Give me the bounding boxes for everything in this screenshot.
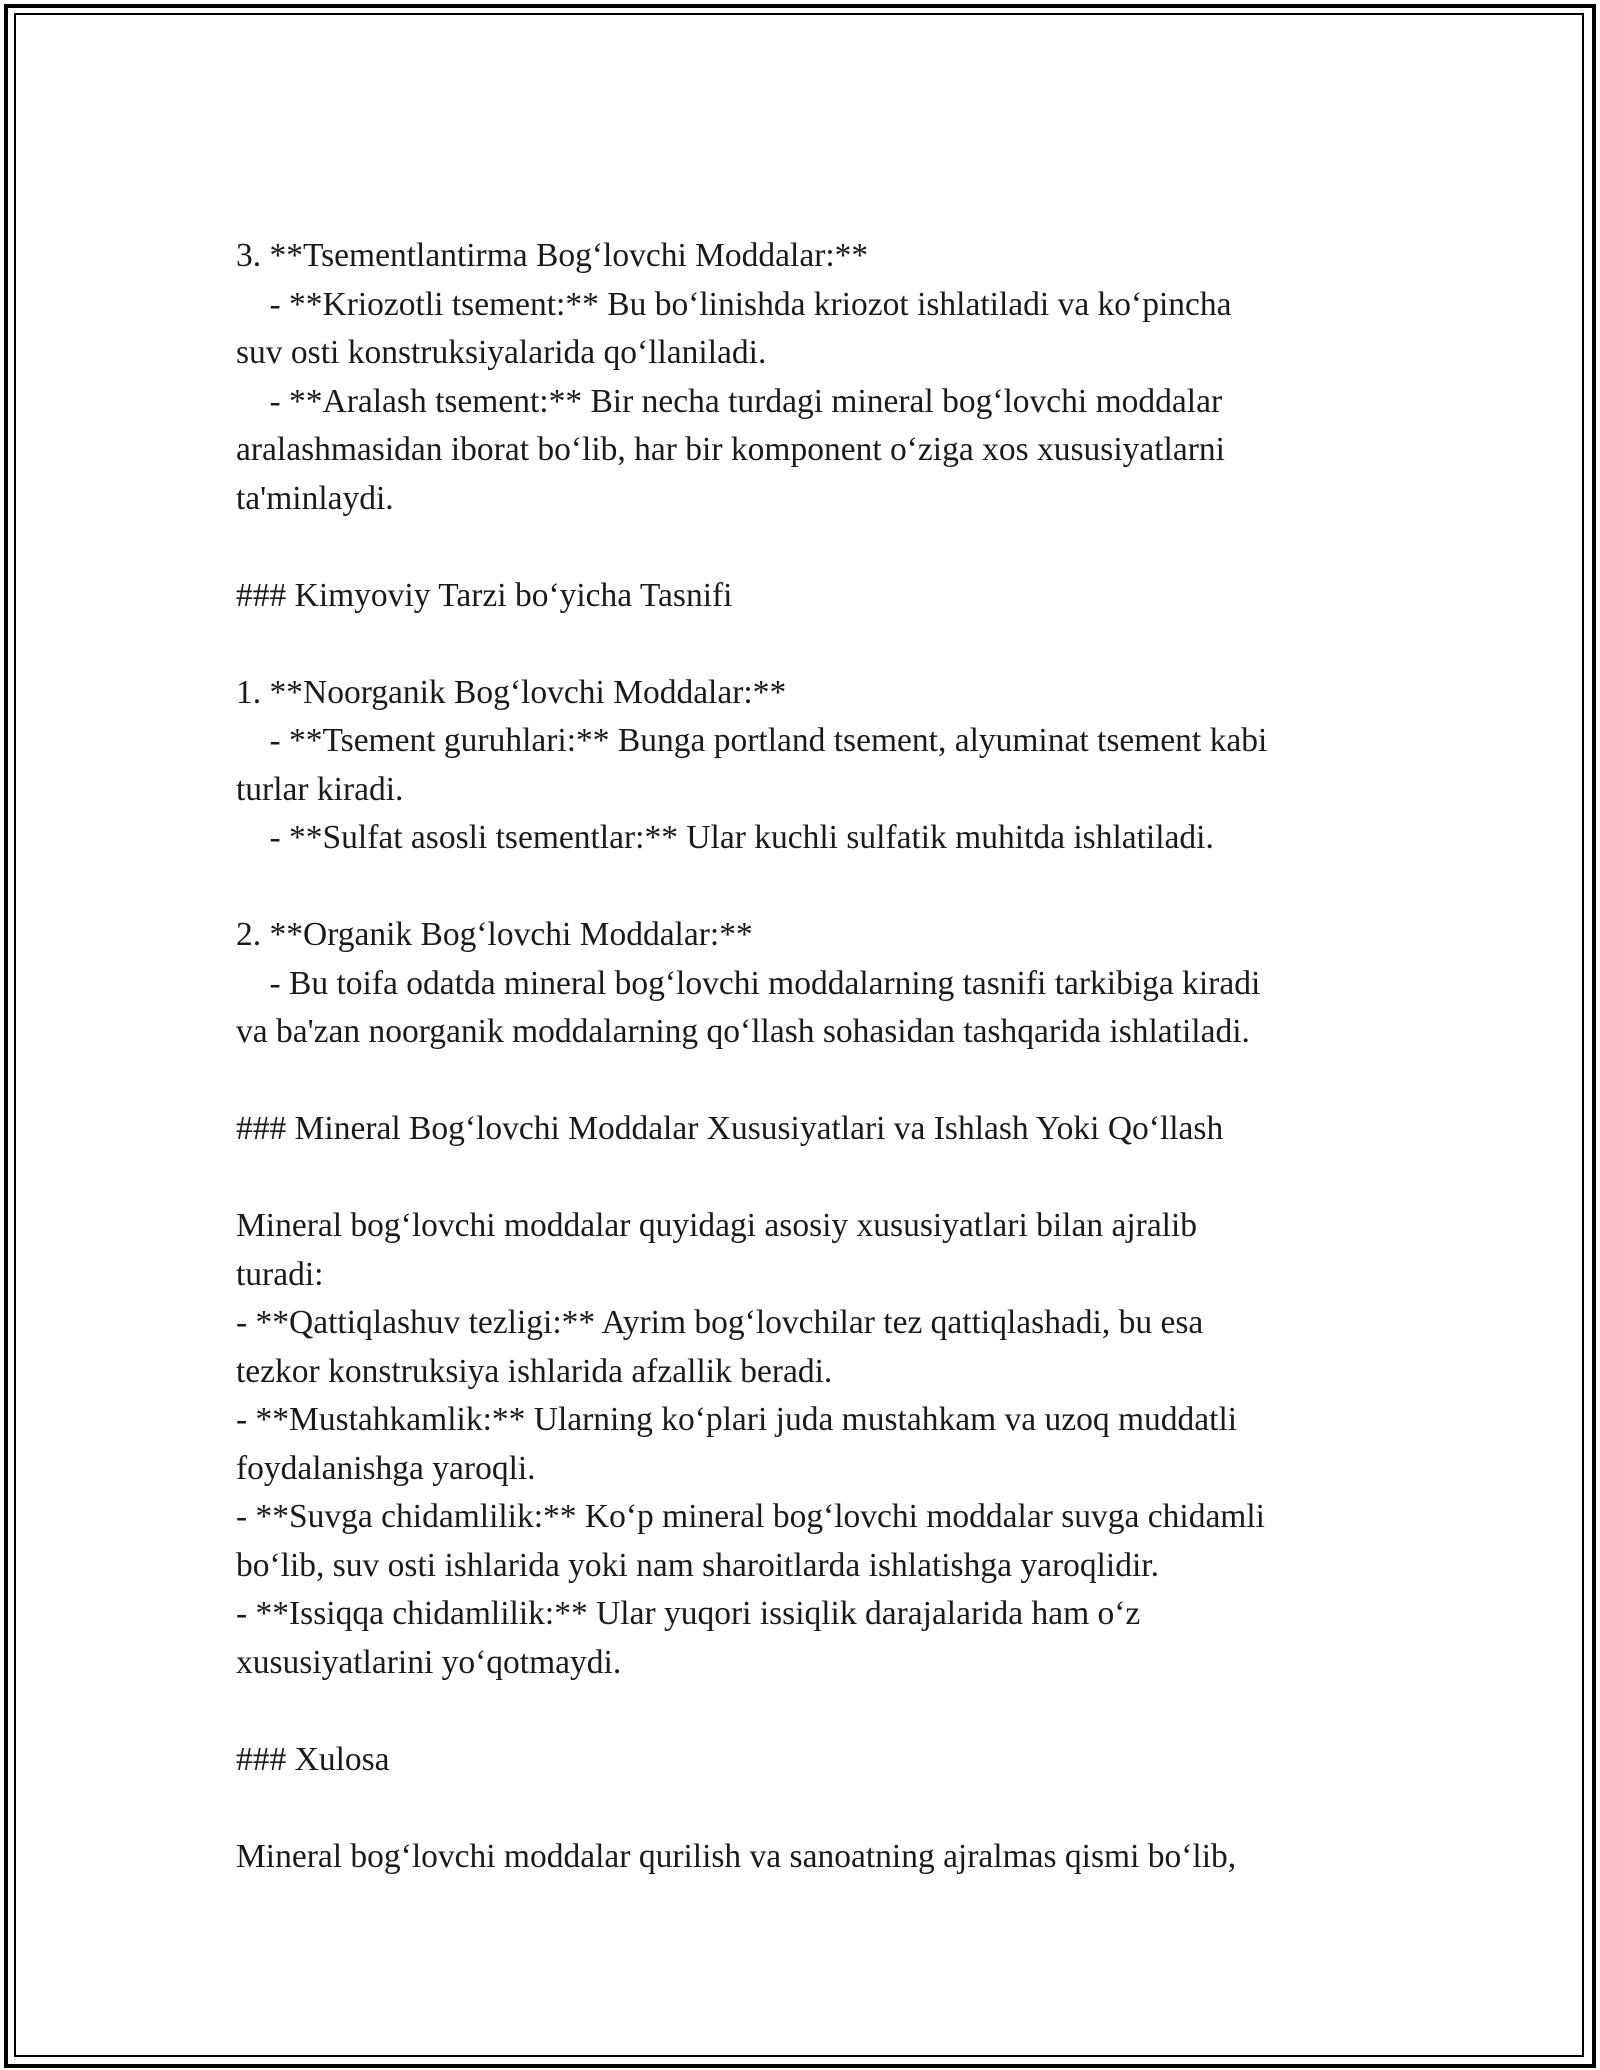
text-line: - **Aralash tsement:** Bir necha turdagi mineral bog‘lovchi moddalar — [236, 382, 1223, 420]
paragraph-line: Mineral bog‘lovchi moddalar qurilish va sanoatning ajralmas qismi bo‘lib, — [236, 1837, 1237, 1875]
bullet-line: - **Issiqqa chidamlilik:** Ular yuqori issiqlik darajalarida ham o‘z — [236, 1595, 1141, 1632]
text-line: - **Tsement guruhlari:** Bunga portland tsement, alyuminat tsement kabi — [236, 722, 1268, 759]
section-heading: ### Mineral Bog‘lovchi Moddalar Xususiyatlari va Ishlash Yoki Qo‘llash — [236, 1110, 1224, 1147]
blank-line — [236, 1687, 1376, 1736]
blank-line — [236, 620, 1376, 669]
blank-line — [236, 1154, 1376, 1203]
bullet-line: - **Qattiqlashuv tezligi:** Ayrim bog‘lovchilar tez qattiqlashadi, bu esa — [236, 1304, 1204, 1341]
text-line: - **Kriozotli tsement:** Bu bo‘linishda kriozot ishlatiladi va ko‘pincha — [236, 285, 1232, 323]
text-line: - **Sulfat asosli tsementlar:** Ular kuchli sulfatik muhitda ishlatiladi. — [236, 819, 1214, 856]
blank-line — [236, 1057, 1376, 1106]
bullet-line: xususiyatlarini yo‘qotmaydi. — [236, 1643, 622, 1681]
bullet-line: foydalanishga yaroqli. — [236, 1449, 536, 1487]
document-body — [236, 232, 1376, 1881]
paragraph-line: Mineral bog‘lovchi moddalar quyidagi asosiy xususiyatlari bilan ajralib — [236, 1207, 1198, 1244]
blank-line — [236, 863, 1376, 912]
blank-line — [236, 1784, 1376, 1833]
list-item-heading: 2. **Organik Bog‘lovchi Moddalar:** — [236, 916, 753, 953]
bullet-line: bo‘lib, suv osti ishlarida yoki nam sharoitlarda ishlatishga yaroqlidir. — [236, 1546, 1159, 1584]
text-line: turlar kiradi. — [236, 770, 404, 808]
text-line: - Bu toifa odatda mineral bog‘lovchi moddalarning tasnifi tarkibiga kiradi — [236, 964, 1261, 1002]
bullet-line: - **Suvga chidamlilik:** Ko‘p mineral bog‘lovchi moddalar suvga chidamli — [236, 1498, 1265, 1535]
text-line: aralashmasidan iborat bo‘lib, har bir komponent o‘ziga xos xususiyatlarni — [236, 431, 1225, 468]
text-line: va ba'zan noorganik moddalarning qo‘llash sohasidan tashqarida ishlatiladi. — [236, 1013, 1250, 1050]
bullet-line: tezkor konstruksiya ishlarida afzallik beradi. — [236, 1352, 833, 1390]
list-item-heading: 1. **Noorganik Bog‘lovchi Moddalar:** — [236, 673, 787, 711]
text-line: suv osti konstruksiyalarida qo‘llaniladi. — [236, 334, 767, 371]
section-heading: ### Kimyoviy Tarzi bo‘yicha Tasnifi — [236, 576, 733, 614]
text-line: ta'minlaydi. — [236, 479, 394, 517]
section-heading: ### Xulosa — [236, 1740, 390, 1778]
bullet-line: - **Mustahkamlik:** Ularning ko‘plari juda mustahkam va uzoq muddatli — [236, 1401, 1238, 1438]
list-item-heading: 3. **Tsementlantirma Bog‘lovchi Moddalar:** — [236, 237, 869, 274]
paragraph-line: turadi: — [236, 1255, 324, 1293]
blank-line — [236, 523, 1376, 572]
